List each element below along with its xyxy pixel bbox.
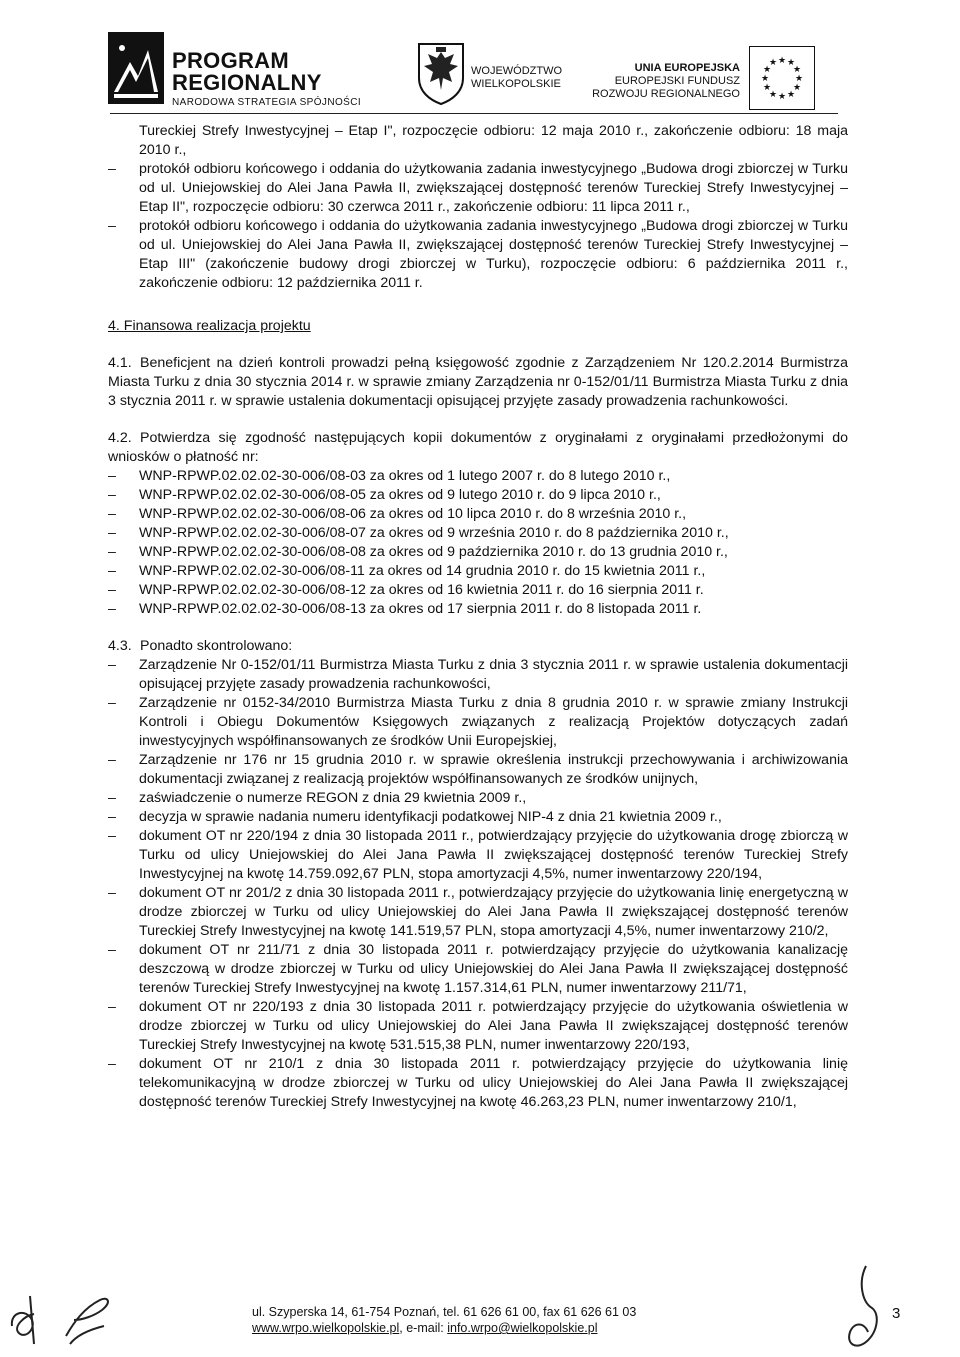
list-item: – WNP-RPWP.02.02.02-30-006/08-03 za okres od 1 lutego 2007 r. do 8 lutego 2010 r., [108, 467, 848, 486]
handwritten-signature [832, 1262, 892, 1354]
svg-text:★: ★ [762, 65, 772, 75]
list-item: – WNP-RPWP.02.02.02-30-006/08-07 za okres od 9 września 2010 r. do 8 października 2010 r., [108, 524, 848, 543]
intro-continuation: Tureckiej Strefy Inwestycyjnej – Etap I", rozpoczęcie odbioru: 12 maja 2010 r., zakończenie odbioru: 18 maja 2010 r., [139, 123, 848, 158]
svg-text:★: ★ [768, 90, 778, 100]
voivodeship-line1: WOJEWÓDZTWO [471, 65, 563, 77]
footer-address: ul. Szyperska 14, 61-754 Poznań, tel. 61 626 61 00, fax 61 626 61 03 [252, 1305, 637, 1319]
list-item: – WNP-RPWP.02.02.02-30-006/08-08 za okres od 9 października 2010 r. do 13 grudnia 2010 r., [108, 543, 848, 562]
list-item: – protokół odbioru końcowego i oddania do użytkowania zadania inwestycyjnego „Budowa drogi zbiorczej w Turku od ul. Uniejowskiej do Alei Jana Pawła II, zwiększającej dostępność terenów Tureckiej Strefy Inwestycyjnej – Etap II", rozpoczęcie odbioru: 30 czerwca 2011 r., zakończenie odbioru: 11 lipca 2011 r., [108, 160, 848, 217]
program-title-line1: PROGRAM [172, 48, 289, 73]
svg-text:★: ★ [794, 74, 804, 84]
paragraph-4-3 [108, 637, 848, 656]
list-item: – Zarządzenie nr 176 nr 15 grudnia 2010 r. w sprawie określenia instrukcji przechowywania i archiwizowania dokumentacji związanej z realizacją projektów współfinansowanych ze środków unijnych, [108, 751, 848, 789]
program-regionalny-logo-icon [108, 32, 164, 104]
page-header [108, 32, 838, 116]
page-footer [252, 1304, 712, 1336]
svg-text:★: ★ [786, 90, 796, 100]
list-item: – dokument OT nr 220/194 z dnia 30 listopada 2011 r., potwierdzający przyjęcie do użytkowania drogę zbiorczą w Turku od ulicy Uniejowskiej do Alei Jana Pawła II zwiększającej dostępność terenów Tureckiej Strefy Inwestycyjnej na kwotę 14.759.092,67 PLN, stopa amortyzacji 4,5%, numer inwentarzowy 220/194, [108, 827, 848, 884]
paragraph-4-1 [108, 354, 848, 411]
svg-text:★: ★ [760, 74, 770, 84]
eu-line2: EUROPEJSKI FUNDUSZ [614, 75, 740, 87]
list-item: – WNP-RPWP.02.02.02-30-006/08-11 za okres od 14 grudnia 2010 r. do 15 kwietnia 2011 r., [108, 562, 848, 581]
wielkopolska-coat-of-arms-icon [416, 42, 466, 106]
paragraph-4-1-number: 4.1. [108, 355, 132, 371]
svg-text:★: ★ [777, 92, 787, 102]
paragraph-4-2 [108, 429, 848, 467]
eu-line1: UNIA EUROPEJSKA [634, 62, 740, 74]
list-item: – dokument OT nr 201/2 z dnia 30 listopada 2011 r., potwierdzający przyjęcie do użytkowania linię energetyczną w drodze zbiorczej w Turku od ulicy Uniejowskiej do Alei Jana Pawła II zwiększającej dostępność terenów Tureckiej Strefy Inwestycyjnej na kwotę 141.519,57 PLN, stopa amortyzacji 4,5%, numer inwentarzowy 210/2, [108, 884, 848, 941]
document-body [108, 122, 848, 1112]
list-item: – dokument OT nr 211/71 z dnia 30 listopada 2011 r. potwierdzający przyjęcie do użytkowania kanalizację deszczową w drodze zbiorczej w Turku od ulicy Uniejowskiej do Alei Jana Pawła II zwiększającej dostępność terenów Tureckiej Strefy Inwestycyjnej na kwotę 1.157.314,61 PLN, numer inwentarzowy 211/71, [108, 941, 848, 998]
program-title-line2: REGIONALNY [172, 70, 322, 95]
paragraph-4-3-text: Ponadto skontrolowano: [140, 638, 293, 654]
footer-contact [252, 1320, 712, 1336]
paragraph-4-2-number: 4.2. [108, 430, 132, 446]
eu-line3: ROZWOJU REGIONALNEGO [592, 88, 740, 100]
voivodeship-line2: WIELKOPOLSKIE [471, 78, 561, 90]
list-item: – Zarządzenie Nr 0-152/01/11 Burmistrza Miasta Turku z dnia 3 stycznia 2011 r. w sprawie ustalenia dokumentacji opisującej przyjęte zasady prowadzenia rachunkowości, [108, 656, 848, 694]
eu-label [588, 62, 740, 101]
page-number: 3 [892, 1305, 901, 1322]
list-item: – WNP-RPWP.02.02.02-30-006/08-12 za okres od 16 kwietnia 2011 r. do 16 sierpnia 2011 r. [108, 581, 848, 600]
svg-text:★: ★ [777, 56, 787, 66]
list-item: – WNP-RPWP.02.02.02-30-006/08-06 za okres od 10 lipca 2010 r. do 8 września 2010 r., [108, 505, 848, 524]
list-item: – decyzja w sprawie nadania numeru identyfikacji podatkowej NIP-4 z dnia 21 kwietnia 2009 r., [108, 808, 848, 827]
email-link[interactable]: info.wrpo@wielkopolskie.pl [447, 1321, 598, 1335]
program-regionalny-wordmark [172, 50, 361, 108]
header-divider [110, 113, 838, 114]
section-4-title: 4. Finansowa realizacja projektu [108, 318, 311, 334]
payment-claims-list [108, 467, 848, 619]
svg-text:★: ★ [792, 83, 802, 93]
svg-text:★: ★ [792, 65, 802, 75]
website-link[interactable]: www.wrpo.wielkopolskie.pl [252, 1321, 400, 1335]
svg-text:★: ★ [786, 58, 796, 68]
list-item: – Zarządzenie nr 0152-34/2010 Burmistrza Miasta Turku z dnia 8 grudnia 2010 r. w sprawie zmiany Instrukcji Kontroli i Obiegu Dokumentów Księgowych związanych z realizacją Projektów dotyczących zadań inwestycyjnych współfinansowanych ze środków Unii Europejskiej, [108, 694, 848, 751]
paragraph-4-1-text: Beneficjent na dzień kontroli prowadzi pełną księgowość zgodnie z Zarządzeniem Nr 120.2.2014 Burmistrza Miasta Turku z dnia 30 stycznia 2014 r. w sprawie zmiany Zarządzenia nr 0-152/01/11 Burmistrza Miasta Turku z dnia 3 stycznia 2011 r. w sprawie ustalenia dokumentacji opisującej przyjęte zasady prowadzenia rachunkowości. [108, 355, 848, 409]
voivodeship-label [471, 65, 562, 91]
list-item: – protokół odbioru końcowego i oddania do użytkowania zadania inwestycyjnego „Budowa drogi zbiorczej w Turku od ul. Uniejowskiej do Alei Jana Pawła II, zwiększającej dostępność terenów Tureckiej Strefy Inwestycyjnej – Etap III" (zakończenie budowy drogi zbiorczej w Turku), rozpoczęcie odbioru: 6 października 2011 r., zakończenie odbioru: 12 października 2011 r. [108, 217, 848, 293]
svg-text:★: ★ [768, 58, 778, 68]
intro-list [108, 160, 848, 293]
eu-flag-icon [749, 46, 815, 110]
program-subtitle: NARODOWA STRATEGIA SPÓJNOŚCI [172, 97, 362, 108]
svg-text:★: ★ [762, 83, 772, 93]
paragraph-4-3-number: 4.3. [108, 638, 132, 654]
handwritten-initials-signature [4, 1286, 134, 1352]
list-item: – dokument OT nr 210/1 z dnia 30 listopada 2011 r. potwierdzający przyjęcie do użytkowania linię telekomunikacyjną w drodze zbiorczej w Turku od ulicy Uniejowskiej do Alei Jana Pawła II zwiększającej dostępność terenów Tureckiej Strefy Inwestycyjnej na kwotę 46.263,23 PLN, numer inwentarzowy 210/1, [108, 1055, 848, 1112]
list-item: – WNP-RPWP.02.02.02-30-006/08-05 za okres od 9 lutego 2010 r. do 9 lipca 2010 r., [108, 486, 848, 505]
list-item: – dokument OT nr 220/193 z dnia 30 listopada 2011 r. potwierdzający przyjęcie do użytkowania oświetlenia w drodze zbiorczej w Turku od ulicy Uniejowskiej do Alei Jana Pawła II zwiększającej dostępność terenów Tureckiej Strefy Inwestycyjnej na kwotę 531.515,38 PLN, numer inwentarzowy 220/193, [108, 998, 848, 1055]
checked-documents-list [108, 656, 848, 1112]
email-label: , e-mail: [399, 1321, 448, 1335]
paragraph-4-2-text: Potwierdza się zgodność następujących kopii dokumentów z oryginałami z oryginałami przedłożonymi do wniosków o płatność nr: [108, 430, 848, 465]
list-item: – WNP-RPWP.02.02.02-30-006/08-13 za okres od 17 sierpnia 2011 r. do 8 listopada 2011 r. [108, 600, 848, 619]
list-item: – zaświadczenie o numerze REGON z dnia 29 kwietnia 2009 r., [108, 789, 848, 808]
